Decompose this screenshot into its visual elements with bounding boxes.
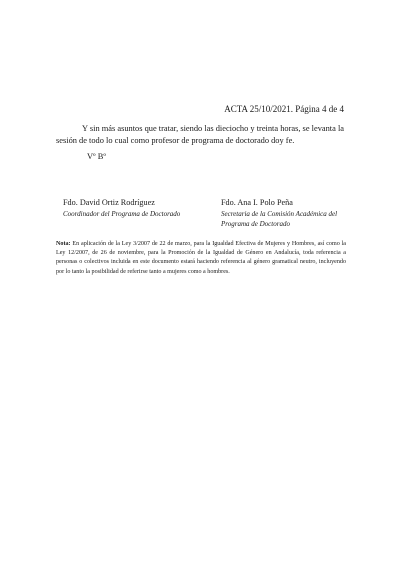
page-reference: ACTA 25/10/2021. Página 4 de 4 [224,104,344,114]
note-label: Nota: [56,241,71,247]
signature-secretary [221,198,361,229]
signer-name: Fdo. Ana I. Polo Peña [221,198,293,207]
gender-note [56,240,346,277]
closing-paragraph: Y sin más asuntos que tratar, siendo las dieciocho y treinta horas, se levanta la sesión de todo lo cual como profesor de programa de doctorado doy fe. [56,124,344,145]
signer-name: Fdo. David Ortiz Rodríguez [63,198,155,207]
vobo-label: Vº Bº [87,152,106,161]
note-text: En aplicación de la Ley 3/2007 de 22 de marzo, para la Igualdad Efectiva de Mujeres y Hombres, así como la Ley 12/2007, de 26 de noviembre, para la Promoción de la Igualdad de Género en Andalucía, toda referencia a personas o colectivos incluida en este documento estará haciendo referencia al género gramatical neutro, incluyendo por lo tanto la posibilidad de referirse tanto a mujeres como a hombres. [56,241,346,275]
signer-role: Coordinador del Programa de Doctorado [63,209,181,218]
signer-role: Secretaria de la Comisión Académica del Programa de Doctorado [221,209,338,228]
signature-coordinator [63,198,213,219]
